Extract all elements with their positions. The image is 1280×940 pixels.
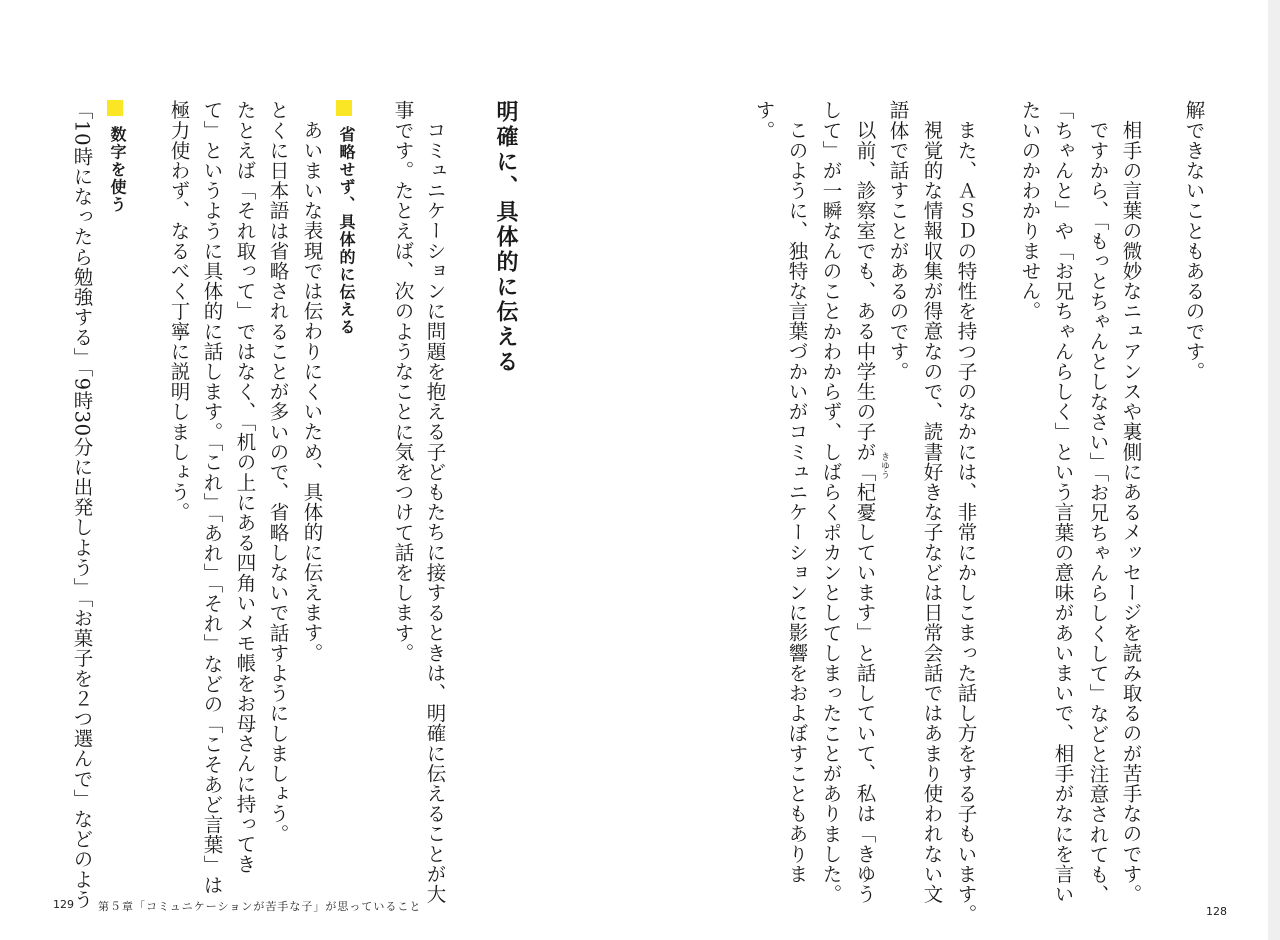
text-column: とくに日本語は省略されることが多いので、省略しないで話すようにしましょう。 xyxy=(266,100,290,844)
text-column: また、ＡＳＤの特性を持つ子のなかには、非常にかしこまった話し方をする子もいます。 xyxy=(954,120,978,924)
text-column: あいまいな表現では伝わりにくいため、具体的に伝えます。 xyxy=(300,120,324,663)
text-column: す。 xyxy=(752,100,776,141)
text-column: コミュニケーションに問題を抱える子どもたちに接するときは、明確に伝えることが大 xyxy=(423,120,447,904)
text-column: 解できないこともあるのです。 xyxy=(1182,100,1206,382)
running-head: 第５章「コミュニケーションが苦手な子」が思っていること xyxy=(98,900,422,913)
text-column: 事です。たとえば、次のようなことに気をつけて話をします。 xyxy=(391,100,415,663)
text-column: このように、独特な言葉づかいがコミュニケーションに影響をおよぼすこともありま xyxy=(785,120,809,884)
text-column: 相手の言葉の微妙なニュアンスや裏側にあるメッセージを読み取るのが苦手なのです。 xyxy=(1119,120,1143,904)
text-column: 極力使わず、なるべく丁寧に説明しましょう。 xyxy=(167,100,191,523)
text-column: 「10時になったら勉強する」「9時30分に出発しよう」「お菓子を２つ選んで」などのよう xyxy=(70,100,94,910)
text-column: て」というように具体的に話します。「これ」「あれ」「それ」などの「こそあど言葉」は xyxy=(200,100,224,895)
text-column: して」が一瞬なんのことかわからず、しばらくポカンとしてしまったことがありました。 xyxy=(819,100,843,904)
text-column: たとえば「それ取って」ではなく、「机の上にある四角いメモ帳をお母さんに持ってき xyxy=(233,100,257,875)
page-number-right: 128 xyxy=(1206,905,1227,918)
page-number-left: 129 xyxy=(53,898,74,911)
text-column: 以前、診察室でも、ある中学生の子が「杞憂しています」と話していて、私は「きゆう xyxy=(853,120,877,904)
ruby-annotation: きゆう xyxy=(879,452,889,479)
yellow-marker xyxy=(336,100,352,116)
page-edge xyxy=(1268,0,1280,940)
subheading: 省略せず、具体的に伝える xyxy=(337,126,356,336)
text-column: 語体で話すことがあるのです。 xyxy=(886,100,910,382)
text-column: 「ちゃんと」や「お兄ちゃんらしく」という言葉の意味があいまいで、相手がなにを言い xyxy=(1051,100,1075,904)
text-column: ですから、「もっとちゃんとしなさい」「お兄ちゃんらしくして」などと注意されても、 xyxy=(1086,120,1110,905)
yellow-marker xyxy=(107,100,123,116)
subheading: 数字を使う xyxy=(108,126,127,214)
section-heading: 明確に、具体的に伝える xyxy=(493,100,518,375)
text-column: 視覚的な情報収集が得意なので、読書好きな子などは日常会話ではあまり使われない文 xyxy=(920,120,944,904)
text-column: たいのかわかりません。 xyxy=(1018,100,1042,322)
